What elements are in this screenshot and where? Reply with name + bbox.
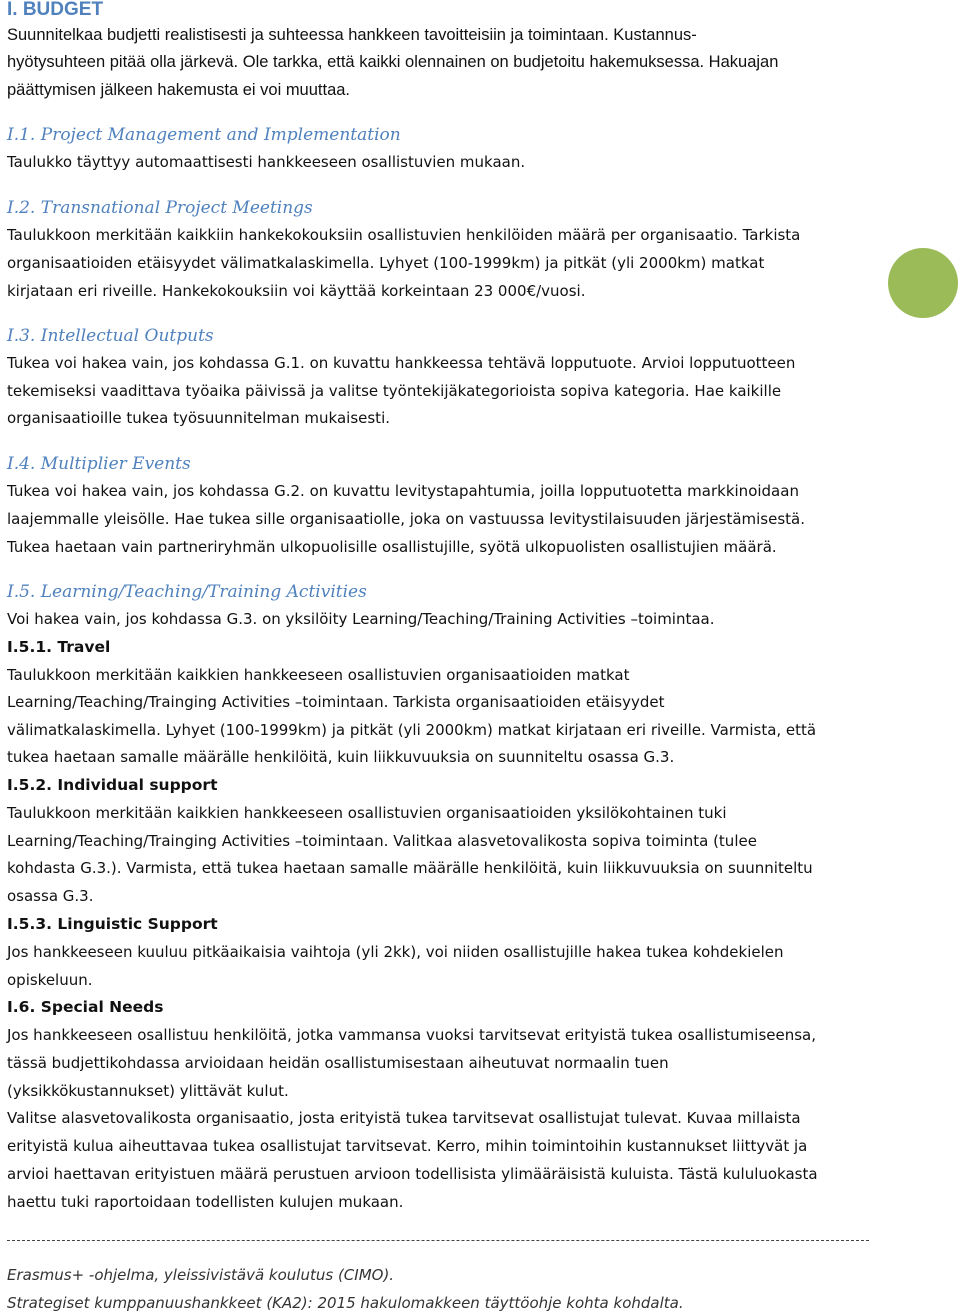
section-number: I.2. xyxy=(7,198,36,218)
paragraph-line: erityistä kulua aiheuttavaa tukea osallistujat tarvitsevat. Kerro, mihin toimintoihin kustannukset liittyvät ja xyxy=(7,1137,808,1155)
section-title: Learning/Teaching/Training Activities xyxy=(40,582,367,602)
section-title: Multiplier Events xyxy=(40,454,191,474)
footer-divider xyxy=(7,1240,869,1241)
paragraph-line: kohdasta G.3.). Varmista, että tukea haetaan samalle määrälle henkilöitä, kuin liikkuvuuksia on suunniteltu xyxy=(7,859,813,877)
paragraph-line: tukea haetaan samalle määrälle henkilöitä, kuin liikkuvuuksia on suunniteltu osassa G.3. xyxy=(7,748,675,766)
section-title: Transnational Project Meetings xyxy=(40,198,313,218)
paragraph-line: Learning/Teaching/Trainging Activities –toimintaan. Valitkaa alasvetovalikosta sopiva toiminta (tulee xyxy=(7,832,757,850)
section-number: I.5. xyxy=(7,582,36,602)
paragraph-line: osassa G.3. xyxy=(7,887,94,905)
section-heading-learning-activities xyxy=(7,582,367,602)
paragraph-line: tekemiseksi vaadittava työaika päivissä ja valitse työntekijäkategorioista sopiva kategoria. Hae kaikille xyxy=(7,382,782,400)
intro-line: päättymisen jälkeen hakemusta ei voi muuttaa. xyxy=(7,81,351,99)
footer-line-document-title: Strategiset kumppanuushankkeet (KA2): 2015 hakulomakkeen täyttöohje kohta kohdalta. xyxy=(7,1294,684,1312)
section-heading-multiplier-events xyxy=(7,454,191,474)
paragraph-line: Valitse alasvetovalikosta organisaatio, josta erityistä tukea tarvitsevat osallistujat tulevat. Kuvaa millaista xyxy=(7,1109,801,1127)
paragraph-line: Learning/Teaching/Trainging Activities –toimintaan. Tarkista organisaatioiden etäisyydet xyxy=(7,693,665,711)
paragraph-line: haettu tuki raportoidaan todellisten kulujen mukaan. xyxy=(7,1193,404,1211)
paragraph-line: Taulukkoon merkitään kaikkiin hankekokouksiin osallistuvien henkilöiden määrä per organisaatio. Tarkista xyxy=(7,226,801,244)
paragraph-line: arvioi haettavan erityistuen määrä perustuen arvioon todellisista ylimääräisistä kuluista. Tästä kululuokasta xyxy=(7,1165,818,1183)
paragraph-line: Voi hakea vain, jos kohdassa G.3. on yksilöity Learning/Teaching/Training Activities –toimintaa. xyxy=(7,610,715,628)
paragraph-line: Taulukkoon merkitään kaikkien hankkeeseen osallistuvien organisaatioiden yksilökohtainen tuki xyxy=(7,804,727,822)
subsection-heading-linguistic-support: I.5.3. Linguistic Support xyxy=(7,915,218,933)
section-number: I.3. xyxy=(7,326,36,346)
section-number: I.4. xyxy=(7,454,36,474)
paragraph-line: organisaatioille tukea työsuunnitelman mukaisesti. xyxy=(7,409,390,427)
paragraph-line: Tukea voi hakea vain, jos kohdassa G.1. on kuvattu hankkeessa tehtävä lopputuote. Arvioi lopputuotteen xyxy=(7,354,796,372)
section-heading-project-management xyxy=(7,125,401,145)
subsection-heading-special-needs: I.6. Special Needs xyxy=(7,998,164,1016)
paragraph-line: laajemmalle yleisölle. Hae tukea sille organisaatiolle, joka on vastuussa levitystilaisuuden järjestämisestä. xyxy=(7,510,806,528)
paragraph-line: välimatkalaskimella. Lyhyet (100-1999km) ja pitkät (yli 2000km) matkat kirjataan eri riveille. Varmista, että xyxy=(7,721,817,739)
section-number: I.1. xyxy=(7,125,36,145)
paragraph-line: opiskeluun. xyxy=(7,971,93,989)
footer-line-organization: Erasmus+ -ohjelma, yleissivistävä koulutus (CIMO). xyxy=(7,1266,395,1284)
paragraph-line: Taulukkoon merkitään kaikkien hankkeeseen osallistuvien organisaatioiden matkat xyxy=(7,666,630,684)
paragraph-line: Tukea haetaan vain partneriryhmän ulkopuolisille osallistujille, syötä ulkopuolisten osallistujien määrä. xyxy=(7,538,777,556)
paragraph-line: kirjataan eri riveille. Hankekokouksiin voi käyttää korkeintaan 23 000€/vuosi. xyxy=(7,282,586,300)
section-heading-transnational-meetings xyxy=(7,198,313,218)
intro-line: hyötysuhteen pitää olla järkevä. Ole tarkka, että kaikki olennainen on budjetoitu hakemuksessa. Hakuajan xyxy=(7,53,779,71)
decorative-green-circle xyxy=(888,248,958,318)
paragraph-line: organisaatioiden etäisyydet välimatkalaskimella. Lyhyet (100-1999km) ja pitkät (yli 2000km) matkat xyxy=(7,254,765,272)
section-title: Intellectual Outputs xyxy=(40,326,214,346)
subsection-heading-travel: I.5.1. Travel xyxy=(7,638,111,656)
paragraph-line: Jos hankkeeseen kuuluu pitkäaikaisia vaihtoja (yli 2kk), voi niiden osallistujille hakea tukea kohdekielen xyxy=(7,943,784,961)
section-heading-intellectual-outputs xyxy=(7,326,214,346)
paragraph-line: (yksikkökustannukset) ylittävät kulut. xyxy=(7,1082,289,1100)
subsection-heading-individual-support: I.5.2. Individual support xyxy=(7,776,218,794)
paragraph-line: Jos hankkeeseen osallistuu henkilöitä, jotka vammansa vuoksi tarvitsevat erityistä tukea osallistumiseensa, xyxy=(7,1026,817,1044)
paragraph-line: Tukea voi hakea vain, jos kohdassa G.2. on kuvattu levitystapahtumia, joilla lopputuotetta markkinoidaan xyxy=(7,482,799,500)
paragraph-line: Taulukko täyttyy automaattisesti hankkeeseen osallistuvien mukaan. xyxy=(7,153,526,171)
page-title: I. BUDGET xyxy=(7,0,104,20)
section-title: Project Management and Implementation xyxy=(40,125,401,145)
intro-line: Suunnitelkaa budjetti realistisesti ja suhteessa hankkeen tavoitteisiin ja toimintaan. Kustannus- xyxy=(7,26,697,44)
paragraph-line: tässä budjettikohdassa arvioidaan heidän osallistumisestaan aiheutuvat normaalin tuen xyxy=(7,1054,669,1072)
